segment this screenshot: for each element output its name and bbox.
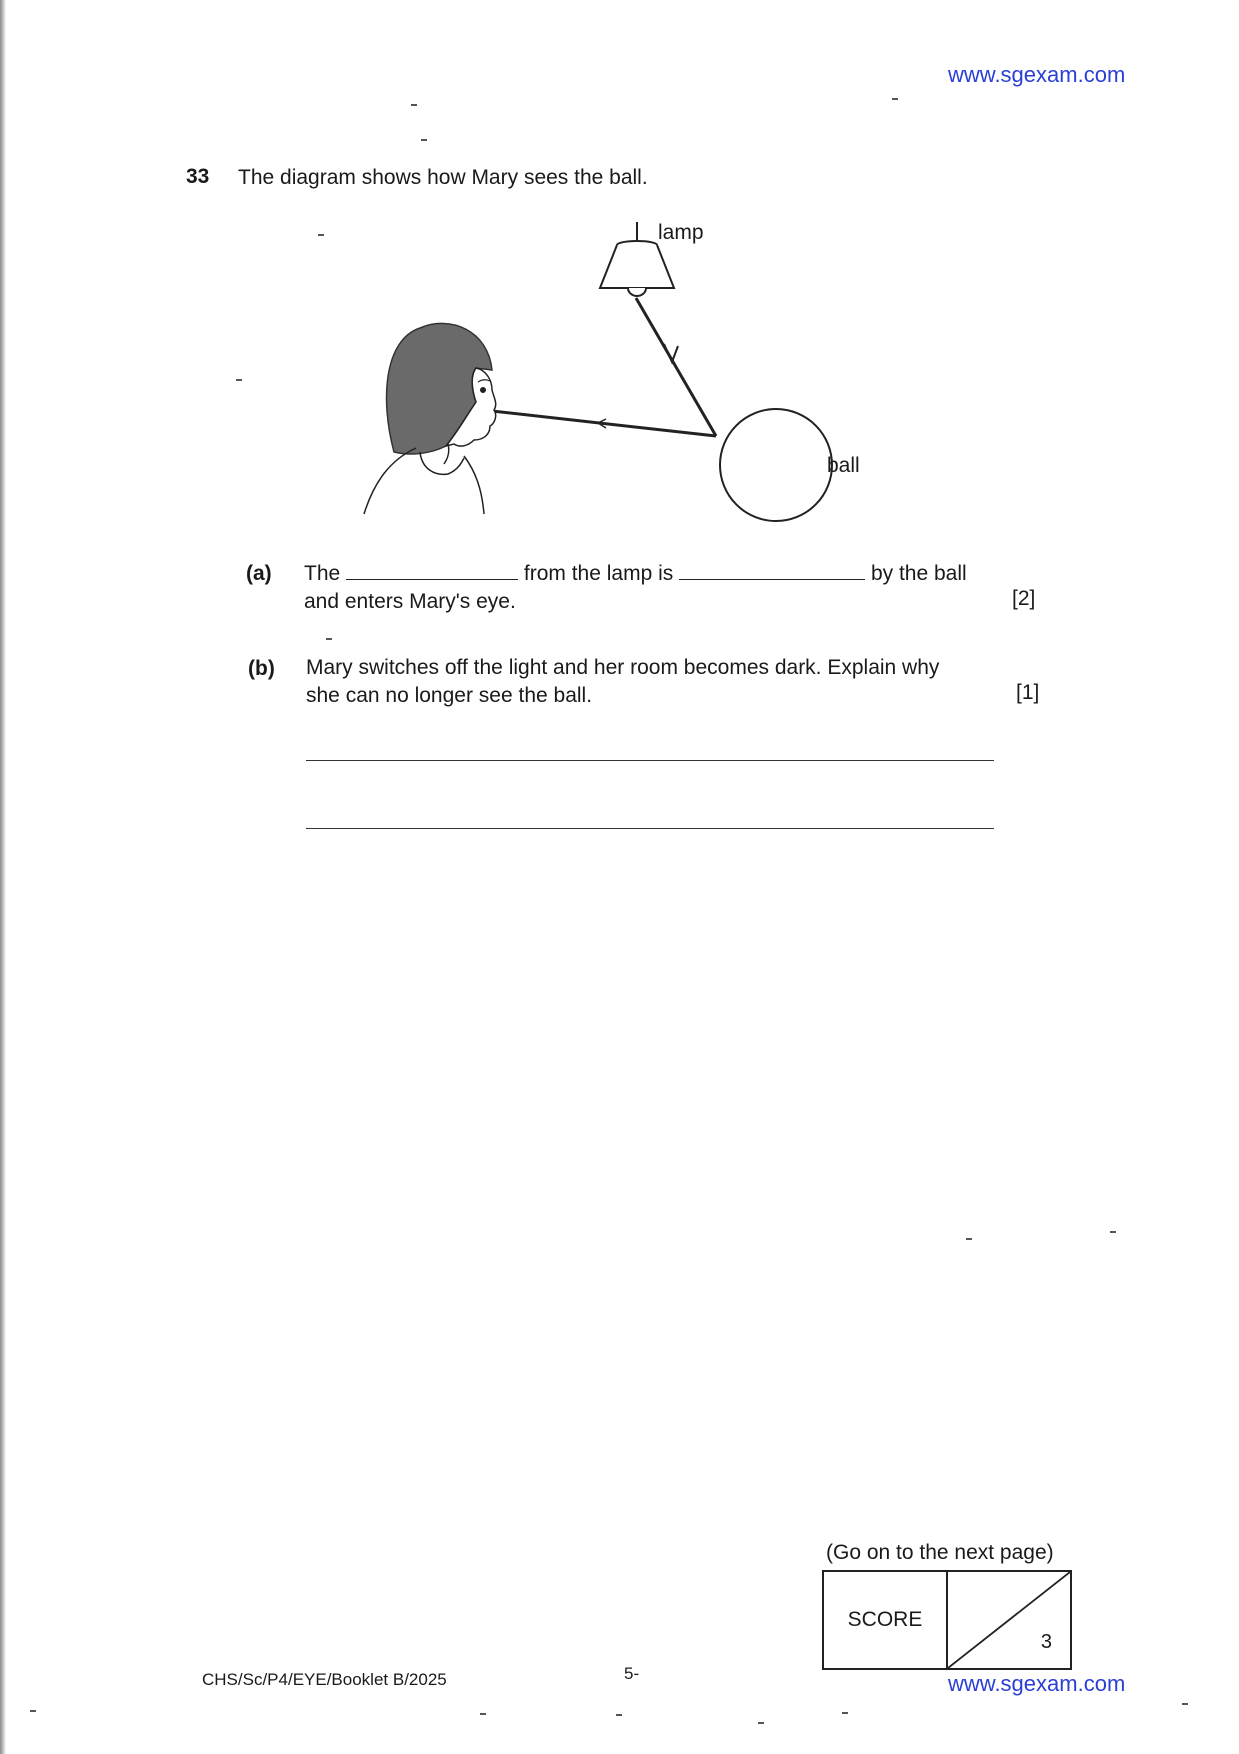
part-b-line-2: she can no longer see the ball. [306,684,593,707]
ball-label: ball [827,454,860,477]
part-b-marks: [1] [1016,681,1040,704]
scan-speck [318,234,324,236]
part-a-marks: [2] [1012,587,1036,610]
answer-line-2[interactable] [306,828,994,829]
part-a-text-4: and enters Mary's eye. [304,590,516,613]
mary-figure-icon [364,323,496,514]
part-a-text-3: by the ball [870,562,967,585]
score-label: SCORE [824,1572,948,1668]
part-a-blank-1[interactable] [346,578,518,580]
score-total: 3 [1040,1631,1052,1653]
scan-speck [480,1713,486,1715]
scan-speck [616,1714,622,1716]
go-on-note: (Go on to the next page) [826,1541,1054,1564]
scan-speck [758,1722,764,1724]
scan-speck [236,379,242,381]
scan-speck [30,1710,36,1712]
lamp-label: lamp [658,221,704,244]
incident-ray [636,298,716,436]
header-site-link[interactable]: www.sgexam.com [948,62,1126,87]
light-path-diagram [360,220,880,530]
scan-speck [966,1238,972,1240]
page-number: 5- [624,1664,640,1683]
question-number: 33 [186,165,210,188]
booklet-code: CHS/Sc/P4/EYE/Booklet B/2025 [202,1670,447,1689]
scan-speck [326,638,332,640]
scan-speck [842,1712,848,1714]
part-a-sentence [304,560,1004,587]
scan-edge-shadow [0,0,6,1754]
part-a-label: (a) [246,562,272,585]
scan-speck [421,139,427,141]
scan-speck [411,104,417,106]
part-b-line-1: Mary switches off the light and her room becomes dark. Explain why [306,656,940,679]
part-b-label: (b) [248,657,275,680]
part-a-blank-2[interactable] [679,578,865,580]
ball-icon [720,409,832,521]
part-a-text-2: from the lamp is [523,562,674,585]
answer-line-1[interactable] [306,760,994,761]
scan-speck [1110,1231,1116,1233]
score-cell-mark [948,1572,1070,1668]
part-a-text-1: The [304,562,341,585]
question-stem: The diagram shows how Mary sees the ball. [238,166,648,189]
score-box [822,1570,1072,1670]
footer-site-link[interactable]: www.sgexam.com [948,1671,1126,1696]
incident-ray-arrow-icon [664,344,678,362]
scan-speck [1182,1703,1188,1705]
scan-speck [892,98,898,100]
